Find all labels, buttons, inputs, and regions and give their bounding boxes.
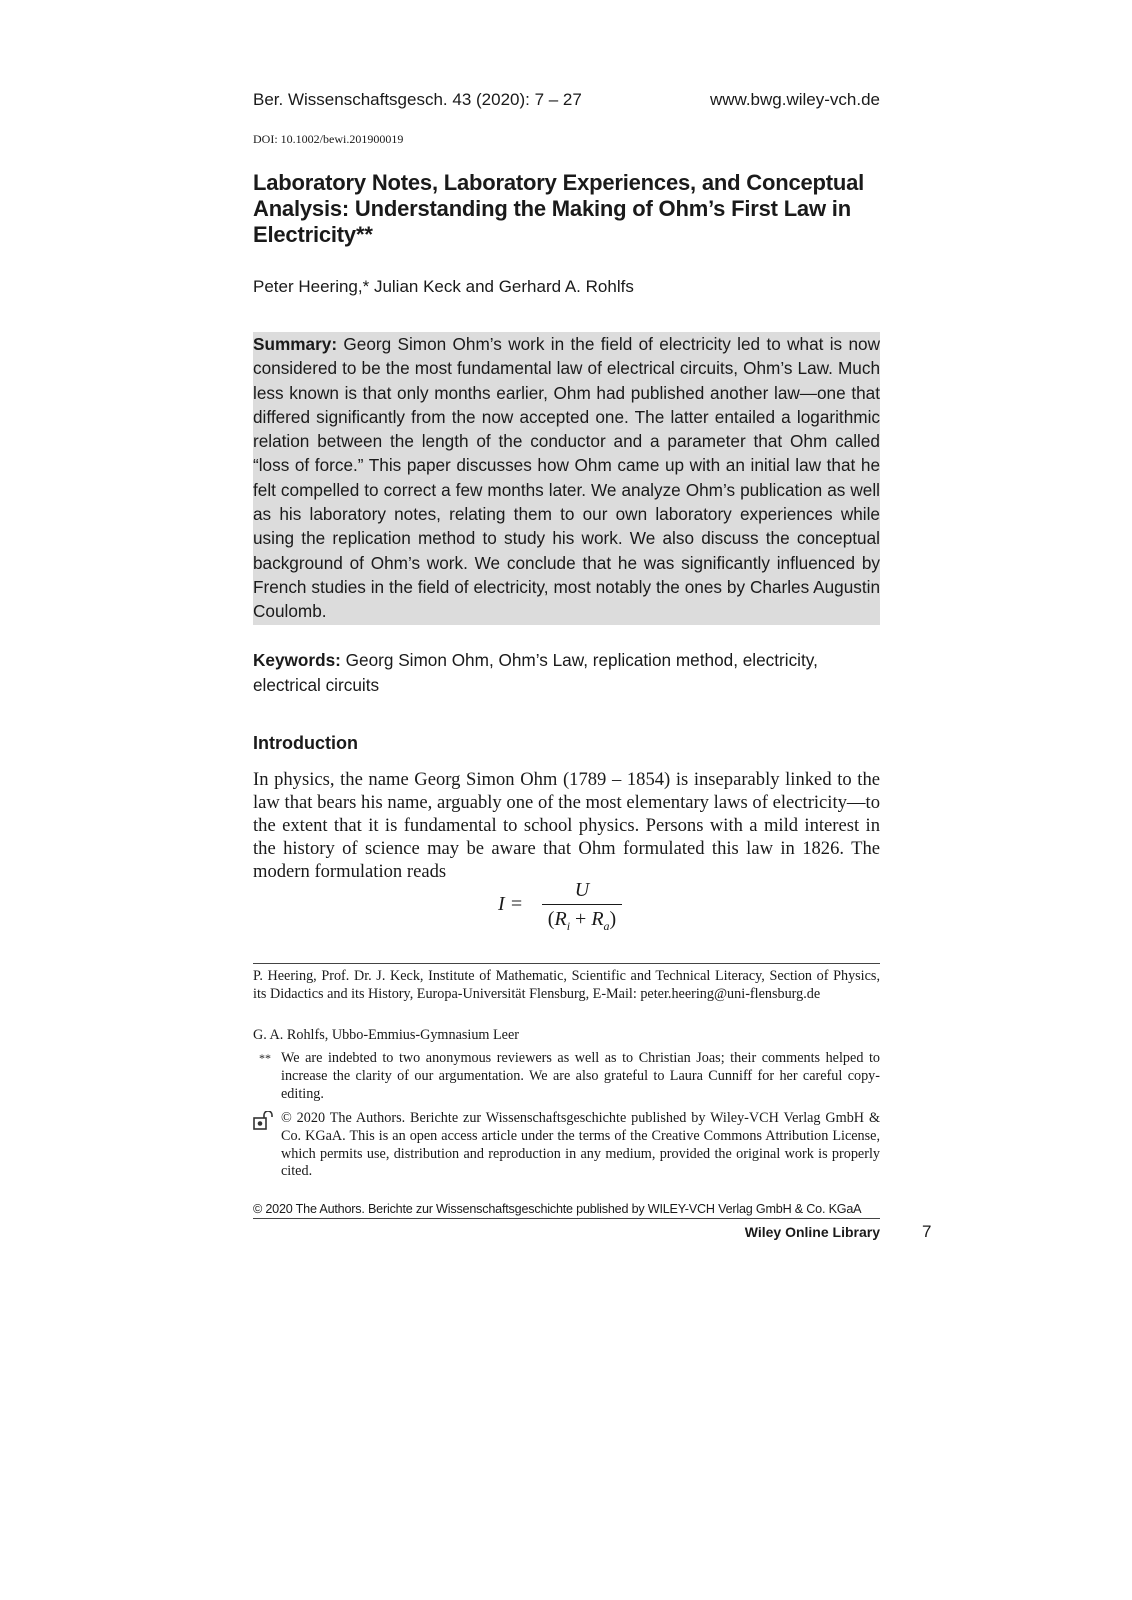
footnote-license [253, 1110, 880, 1181]
wiley-online-library-label: Wiley Online Library [744, 1224, 880, 1240]
summary-label: Summary: [253, 334, 338, 354]
article-title: Laboratory Notes, Laboratory Experiences, and Conceptual Analysis: Understanding the Making of Ohm’s First Law in Electricity** [253, 170, 865, 247]
footnote-divider [253, 963, 880, 964]
fraction-bar [542, 904, 622, 905]
page-number: 7 [922, 1222, 932, 1241]
journal-citation: Ber. Wissenschaftsgesch. 43 (2020): 7 – 27 [253, 90, 582, 109]
footnote-acknowledgement [253, 1050, 880, 1103]
formula-lhs: I = [498, 893, 524, 915]
section-heading-introduction: Introduction [253, 733, 358, 753]
author-list: Peter Heering,* Julian Keck and Gerhard A. Rohlfs [253, 277, 634, 296]
doi[interactable]: DOI: 10.1002/bewi.201900019 [253, 132, 404, 146]
keywords [253, 648, 880, 697]
keywords-text: Georg Simon Ohm, Ohm’s Law, replication method, electricity, electrical circuits [253, 650, 818, 695]
formula-denominator: $(R_i + R_a)$ [547, 908, 617, 933]
formula-fraction [542, 878, 622, 937]
open-access-lock-icon [253, 1111, 275, 1137]
summary-text: Georg Simon Ohm’s work in the field of electricity led to what is now considered to be the most fundamental law of electrical circuits, Ohm’s Law. Much less known is that only months earlier, Ohm had published another law—one that differed significantly from the now accepted one. The latter entailed a logarithmic relation between the length of the conductor and a parameter that Ohm called “loss of force.” This paper discusses how Ohm came up with an initial law that he felt compelled to correct a few months later. We analyze Ohm’s publication as well as his laboratory notes, relating them to our own laboratory experiences while using the replication method to study his work. We also discuss the conceptual background of Ohm’s work. We conclude that he was significantly influenced by French studies in the field of electricity, most notably the ones by Charles Augustin Coulomb. [253, 334, 880, 622]
introduction-paragraph: In physics, the name Georg Simon Ohm (1789 – 1854) is inseparably linked to the law that bears his name, arguably one of the most elementary laws of electricity—to the extent that it is fundamental to school physics. Persons with a mild interest in the history of science may be aware that Ohm formulated this law in 1826. The modern formulation reads [253, 769, 880, 882]
summary-box [253, 332, 880, 625]
footer-divider [253, 1218, 880, 1219]
footer-copyright: © 2020 The Authors. Berichte zur Wissenschaftsgeschichte published by WILEY-VCH Verlag GmbH & Co. KGaA [253, 1202, 862, 1216]
acknowledgement-text: We are indebted to two anonymous reviewers as well as to Christian Joas; their comments helped to increase the clarity of our argumentation. We are also grateful to Laura Cunniff for her careful copy-editing. [281, 1050, 880, 1102]
license-text: © 2020 The Authors. Berichte zur Wissenschaftsgeschichte published by Wiley-VCH Verlag GmbH & Co. KGaA. This is an open access article under the terms of the Creative Commons Attribution License, which permits use, distribution and reproduction in any medium, provided the original work is properly cited. [281, 1110, 880, 1180]
footnote-affiliation-1: P. Heering, Prof. Dr. J. Keck, Institute of Mathematic, Scientific and Technical Literacy, Section of Physics, its Didactics and its History, Europa-Universität Flensburg, E-Mail: peter.heering@uni-flensburg.de [253, 968, 880, 1002]
formula-numerator: U [574, 879, 590, 901]
keywords-label: Keywords: [253, 650, 341, 670]
footnote-mark: ** [259, 1051, 271, 1065]
journal-url[interactable]: www.bwg.wiley-vch.de [709, 90, 880, 109]
footnote-affiliation-2: G. A. Rohlfs, Ubbo-Emmius-Gymnasium Leer [253, 1027, 519, 1043]
